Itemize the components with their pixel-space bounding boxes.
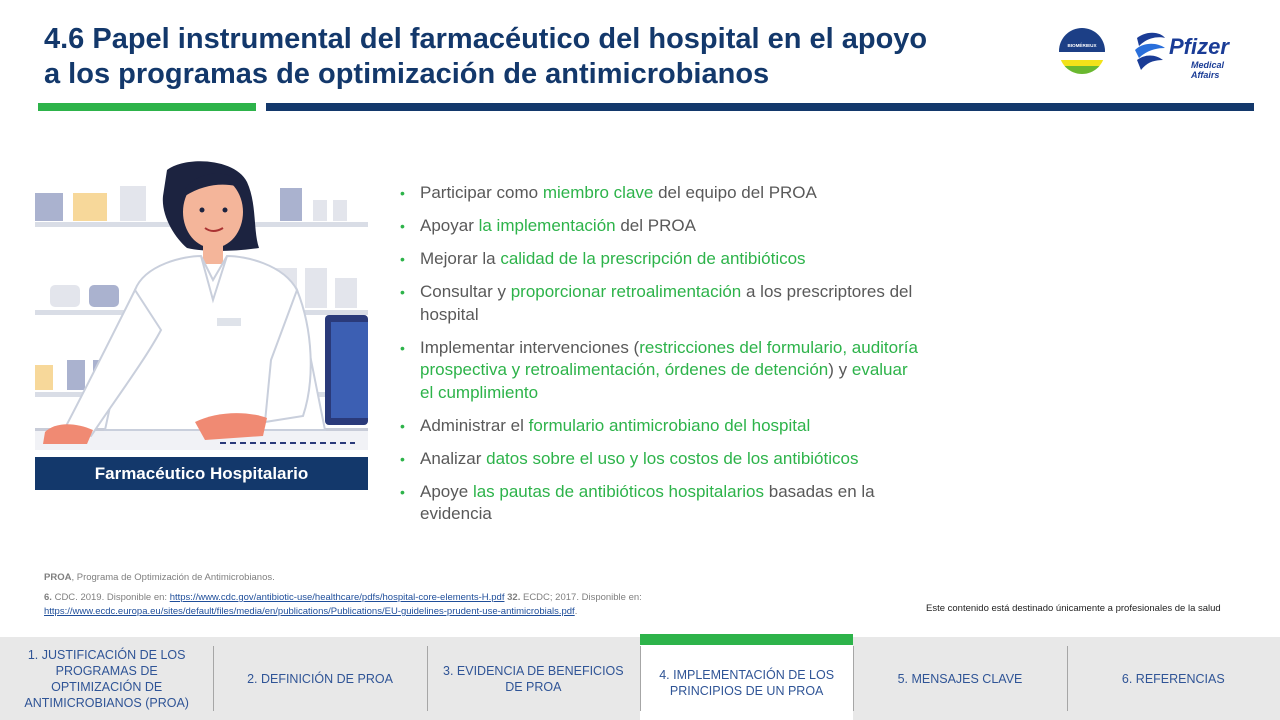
ref-6-number: 6. bbox=[44, 592, 52, 603]
bullet-text: Administrar el bbox=[420, 415, 529, 435]
highlighted-text: datos sobre el uso y los costos de los antibióticos bbox=[486, 448, 859, 468]
role-bullet-item bbox=[398, 481, 918, 526]
page-title-line-1: 4.6 Papel instrumental del farmacéutico del hospital en el apoyo bbox=[44, 23, 928, 55]
ref-32-text: ECDC; 2017. Disponible en: bbox=[520, 592, 642, 603]
role-bullet-item bbox=[398, 281, 918, 326]
ref-6-text: CDC. 2019. Disponible en: bbox=[51, 592, 170, 603]
bullet-text: Consultar y bbox=[420, 282, 511, 301]
role-bullet-list bbox=[398, 182, 918, 536]
role-bullet-item bbox=[398, 215, 918, 238]
role-bullet-item bbox=[398, 182, 918, 205]
bullet-text: del PROA bbox=[615, 216, 696, 235]
nav-tab-label: 6. REFERENCIAS bbox=[1121, 671, 1225, 686]
bullet-text: Implementar intervenciones ( bbox=[420, 337, 640, 357]
highlighted-text: calidad de la prescripción de antibióticos bbox=[500, 249, 806, 268]
pfizer-wordmark: Pfizer bbox=[1169, 34, 1229, 59]
role-bullet-item bbox=[398, 415, 918, 438]
nav-tab-label: 2. DEFINICIÓN DE PROA bbox=[247, 671, 393, 686]
bullet-text: Participar como bbox=[420, 183, 543, 202]
highlighted-text: restricciones del formulario, auditoría prospectiva y retroalimentación, órdenes de detención bbox=[420, 337, 918, 379]
ref-6-link[interactable]: https://www.cdc.gov/antibiotic-use/healthcare/pdfs/hospital-core-elements-H.pdf bbox=[169, 592, 505, 603]
abbreviation-definition: , Programa de Optimización de Antimicrobianos. bbox=[71, 572, 275, 583]
nav-tab-1[interactable] bbox=[0, 637, 213, 720]
highlighted-text: las pautas de antibióticos hospitalarios bbox=[472, 481, 765, 501]
bullet-text: ) y bbox=[828, 360, 852, 379]
biomerieux-logo bbox=[1059, 28, 1105, 74]
nav-tab-2[interactable] bbox=[213, 637, 426, 720]
pfizer-logo bbox=[1133, 30, 1253, 80]
title-underline-green bbox=[38, 103, 256, 111]
nav-tab-label: 3. EVIDENCIA DE BENEFICIOS DE PROA bbox=[443, 663, 624, 694]
nav-tab-4[interactable] bbox=[640, 637, 853, 720]
highlighted-text: la implementación bbox=[478, 216, 616, 235]
pharmacist-illustration bbox=[35, 160, 368, 450]
section-navigation bbox=[0, 637, 1280, 720]
highlighted-text: formulario antimicrobiano del hospital bbox=[528, 415, 811, 435]
bullet-text: del equipo del PROA bbox=[653, 183, 817, 202]
references bbox=[44, 591, 904, 619]
role-bullet-item bbox=[398, 337, 918, 405]
nav-tab-label: 1. JUSTIFICACIÓN DE LOS PROGRAMAS DE OPTIMIZACIÓN DE ANTIMICROBIANOS (PROA) bbox=[24, 647, 189, 710]
nav-tab-3[interactable] bbox=[427, 637, 640, 720]
abbreviation-note bbox=[44, 571, 904, 585]
bullet-text: basadas en la evidencia bbox=[420, 481, 875, 523]
page-title bbox=[44, 22, 1044, 92]
nav-tab-5[interactable] bbox=[853, 637, 1066, 720]
highlighted-text: proporcionar retroalimentación bbox=[510, 282, 742, 301]
ref-32-number: 32. bbox=[507, 592, 521, 603]
ref-32-end: . bbox=[574, 606, 578, 617]
role-bullet-item bbox=[398, 248, 918, 271]
ref-32-link[interactable]: https://www.ecdc.europa.eu/sites/default/files/media/en/publications/Publications/EU-guidelines-prudent-use-antimicrobials.pdf bbox=[44, 606, 575, 617]
bullet-text: Analizar bbox=[420, 448, 487, 468]
highlighted-text: miembro clave bbox=[542, 183, 654, 202]
disclaimer-text: Este contenido está destinado únicamente a profesionales de la salud bbox=[926, 603, 1221, 614]
highlighted-text: evaluar el cumplimiento bbox=[420, 360, 908, 402]
abbreviation-term: PROA bbox=[44, 572, 72, 583]
footnotes bbox=[44, 571, 904, 619]
pfizer-subtitle: Medical Affairs bbox=[1191, 60, 1225, 80]
page-title-line-2: a los programas de optimización de antimicrobianos bbox=[44, 58, 770, 90]
bullet-text: Apoye bbox=[420, 481, 473, 501]
pfizer-helix-icon bbox=[1133, 30, 1169, 72]
bullet-text: a los prescriptores del hospital bbox=[420, 282, 913, 324]
nav-tab-label: 5. MENSAJES CLAVE bbox=[897, 671, 1023, 686]
bullet-text: Apoyar bbox=[420, 216, 479, 235]
role-bullet-item bbox=[398, 448, 918, 471]
title-underline-blue bbox=[266, 103, 1254, 111]
nav-tab-label: 4. IMPLEMENTACIÓN DE LOS PRINCIPIOS DE UN PROA bbox=[659, 667, 835, 698]
nav-tab-6[interactable] bbox=[1067, 637, 1280, 720]
image-caption: Farmacéutico Hospitalario bbox=[35, 457, 368, 490]
svg-text:BIOMÉRIEUX: BIOMÉRIEUX bbox=[1067, 43, 1097, 48]
bullet-text: Mejorar la bbox=[420, 249, 501, 268]
